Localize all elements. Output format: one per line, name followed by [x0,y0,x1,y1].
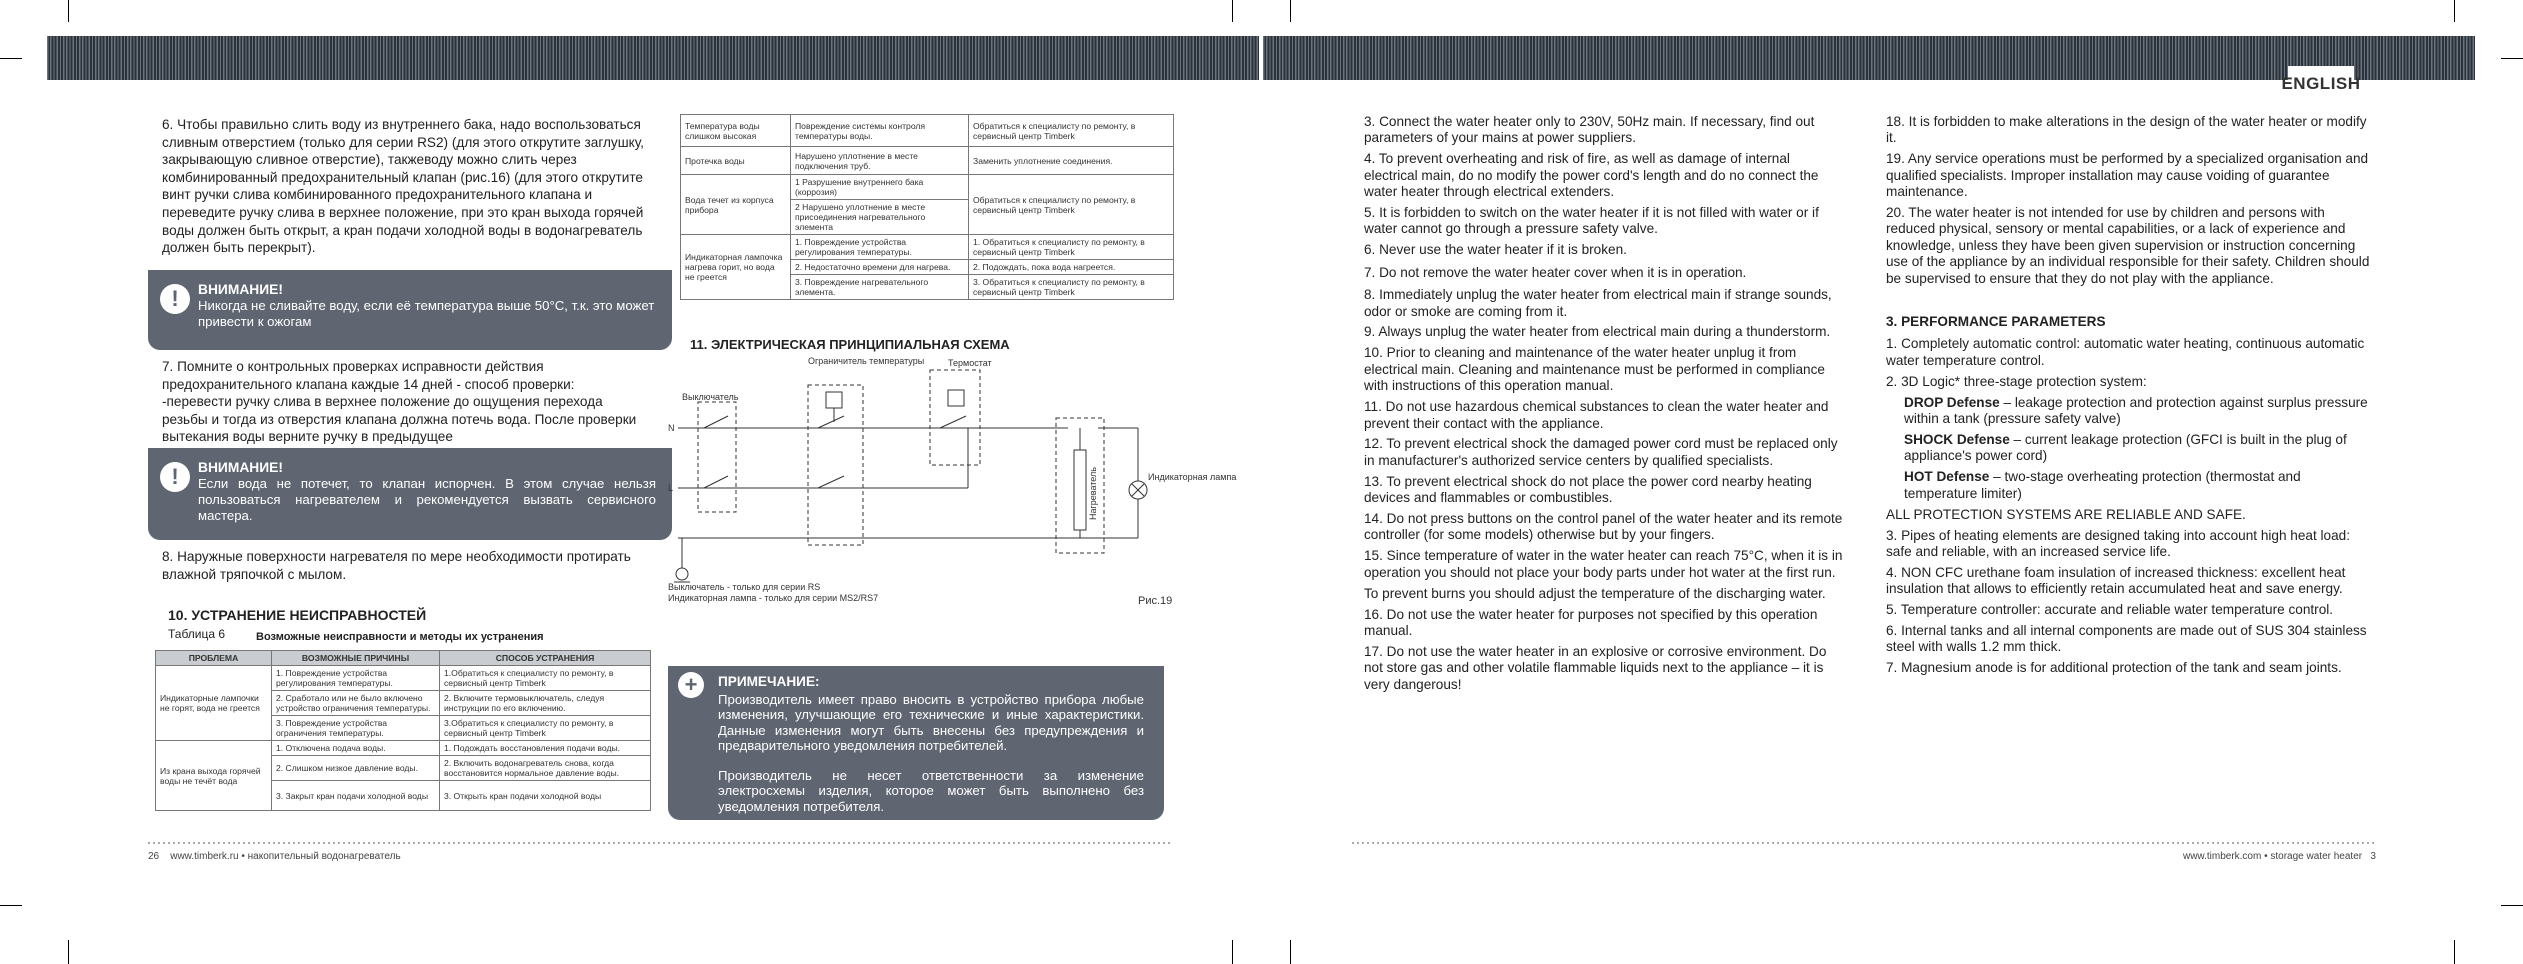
table-row [681,147,1174,175]
limiter-label: Ограничитель температуры [808,356,925,366]
safety-list [1364,114,1844,698]
thermostat-box [930,370,980,465]
table-label: Таблица 6 [168,627,226,641]
warning-title: ВНИМАНИЕ! [198,282,283,297]
section-10-heading: 10. УСТРАНЕНИЕ НЕИСПРАВНОСТЕЙ [168,607,427,623]
table-cell: 3. Обратиться к специалисту по ремонту, в сервисный центр Timberk [969,275,1174,300]
table-cell: 2. Включите термовыключатель, следуя инструкции по его включению. [440,691,651,716]
table-row [681,175,1174,200]
table-cell: 1. Подождать восстановления подачи воды. [440,741,651,756]
lamp-label: Индикаторная лампа [1148,472,1237,482]
heater-element [1074,450,1086,530]
table-cell: Вода течет из корпуса прибора [681,175,791,235]
troubleshooting-table [155,650,651,811]
crop-mark [2454,940,2455,964]
language-label: ENGLISH [2288,66,2354,96]
table-cell: Протечка воды [681,147,791,175]
footer-left: 26 www.timberk.ru • накопительный водонагреватель [148,851,401,862]
list-item [1886,469,2370,502]
troubleshooting-table-continued [680,114,1174,300]
table-cell: Индикаторная лампочка нагрева горит, но вода не греется [681,235,791,300]
footer-right: www.timberk.com • storage water heater 3 [2182,851,2376,862]
table-header: ПРОБЛЕМА [156,651,272,666]
header-stripe-left [47,36,1259,80]
crop-mark [2501,58,2523,59]
table-cell: Заменить уплотнение соединения. [969,147,1174,175]
list-item: 2. 3D Logic* three-stage protection system: [1886,373,2147,389]
list-item: 14. Do not press buttons on the control panel of the water heater and its remote controller (for some models) otherwise but by your fingers. [1364,511,1843,543]
table-cell: 3.Обратиться к специалисту по ремонту, в сервисный центр Timberk [440,716,651,741]
table-cell: 3. Закрыт кран подачи холодной воды [272,781,440,811]
table-cell: 2. Сработало или не было включено устройство ограничения температуры. [272,691,440,716]
table-cell: 1 Разрушение внутреннего бака (коррозия) [791,175,969,200]
note-text-1: Производитель имеет право вносить в устройство прибора любые изменения, улучшающие его технические и иные характеристики. Данные изменения могут быть внесены без предупреждения и предварительного уведомления потребителей. [718,692,1144,754]
list-item: 10. Prior to cleaning and maintenance of the water heater unplug it from electrical main. Cleaning and maintenance must be performed in compliance with instructions of this operation manual. [1364,345,1825,394]
exclamation-icon: ! [160,284,190,314]
switch-label: Выключатель [682,392,739,402]
table-cell: 3. Повреждение устройства ограничения температуры. [272,716,440,741]
table-row [681,115,1174,147]
table-cell: 2 Нарушено уплотнение в месте присоединения нагревательного элемента [791,200,969,235]
crop-mark [68,0,69,22]
table-header: ВОЗМОЖНЫЕ ПРИЧИНЫ [272,651,440,666]
table-cell: Повреждение системы контроля температуры воды. [791,115,969,147]
list-item: 12. To prevent electrical shock the damaged power cord must be replaced only in manufacturer's authorized service centers by qualified specialists. [1364,436,1838,468]
note-text-2: Производитель не несет ответственности за изменение электросхемы изделия, которое может быть выполнено без уведомления потребителя. [718,768,1144,814]
ground-icon [676,568,688,580]
table-cell: 1. Повреждение устройства регулирования температуры. [272,666,440,691]
list-item [1886,432,2370,465]
plus-icon: + [678,672,704,698]
thermostat-label: Термостат [948,358,992,368]
list-item: 4. To prevent overheating and risk of fire, as well as damage of internal electrical main, do no modify the power cord's length and do no connect the water heater through electrical extenders. [1364,151,1819,200]
table-cell: 1. Отключена подача воды. [272,741,440,756]
warning-text: Никогда не сливайте воду, если её температура выше 50°C, т.к. это может привести к ожогам [198,298,655,329]
exclamation-icon: ! [160,462,190,492]
thermostat-contact [940,416,966,428]
left-paragraph-7: 7. Помните о контрольных проверках исправности действия предохранительного клапана каждые 14 дней - способ проверки: -перевести ручку слива в верхнее положение до ощущения перехода резьбы и тогда из отверстия клапана должна потечь вода. После проверки вытекания воды верните ручку в предыдущее [162,359,637,445]
switch-box [698,402,736,512]
list-item: 11. Do not use hazardous chemical substances to clean the water heater and prevent their contact with the appliance. [1364,399,1829,431]
list-item: 3. Pipes of heating elements are designed taking into account high heat load: safe and reliable, with an increased service life. [1886,527,2351,559]
limiter-box [808,385,863,545]
list-item: 6. Internal tanks and all internal components are made out of SUS 304 stainless steel with walls 1.2 mm thick. [1886,623,2367,655]
section-11-heading: 11. ЭЛЕКТРИЧЕСКАЯ ПРИНЦИПИАЛЬНАЯ СХЕМА [690,337,1010,352]
footer-divider-left [148,842,1172,844]
table-row [681,235,1174,260]
hot-defense-text: – two-stage overheating protection (thermostat and temperature limiter) [1904,469,2301,501]
list-item: 17. Do not use the water heater in an explosive or corrosive environment. Do not store gas and other volatile flammable liquids next to the appliance – it is very dangerous! [1364,643,1827,692]
table-cell: 1. Обратиться к специалисту по ремонту, в сервисный центр Timberk [969,235,1174,260]
list-item: 8. Immediately unplug the water heater from electrical main if strange sounds, odor or smoke are coming from it. [1364,287,1832,319]
crop-mark [1232,0,1233,22]
list-item: 3. Connect the water heater only to 230V, 50Hz main. If necessary, find out parameters of your mains at power suppliers. [1364,114,1815,146]
note-title: ПРИМЕЧАНИЕ: [718,674,820,689]
table-cell: 2. Слишком низкое давление воды. [272,756,440,781]
crop-mark [2454,0,2455,22]
list-item [1886,395,2370,428]
switch-contact [704,476,728,488]
shock-defense-label: SHOCK Defense [1904,432,2010,447]
table-cell: Температура воды слишком высокая [681,115,791,147]
list-item: 7. Magnesium anode is for additional protection of the tank and seam joints. [1886,660,2342,676]
footer-divider-right [1352,842,2376,844]
table-cell: 1. Повреждение устройства регулирования температуры. [791,235,969,260]
crop-mark [0,905,22,906]
warning-title: ВНИМАНИЕ! [198,460,283,475]
table-cell: Обратиться к специалисту по ремонту, в сервисный центр Timberk [969,115,1174,147]
list-item: 5. Temperature controller: accurate and reliable water temperature control. [1886,602,2334,618]
drop-defense-text: – leakage protection and protection against surplus pressure within a tank (pressure safety valve) [1904,394,2368,427]
table-cell: Из крана выхода горячей воды не течёт вода [156,741,272,811]
note-box [668,666,1164,820]
figure-label: Рис.19 [1138,595,1173,607]
table-title: Возможные неисправности и методы их устранения [256,631,544,643]
performance-heading: 3. PERFORMANCE PARAMETERS [1886,314,2106,330]
wiring-diagram [668,350,1237,610]
table-cell: 2. Подождать, пока вода нагреется. [969,260,1174,275]
list-item: 15. Since temperature of water in the water heater can reach 75°C, when it is in operation you should not place your body parts under hot water at the first run. [1364,548,1843,580]
limiter-contact [818,416,844,428]
table-cell: 2. Включить водонагреватель снова, когда восстановится нормальное давление воды. [440,756,651,781]
note-lamp: Индикаторная лампа - только для серии MS2/RS7 [668,593,879,603]
left-paragraph-8: 8. Наружные поверхности нагревателя по мере необходимости протирать влажной тряпочкой с мылом. [162,549,631,582]
list-item: 1. Completely automatic control: automatic water heating, continuous automatic water temperature control. [1886,336,2365,368]
table-cell: 2. Недостаточно времени для нагрева. [791,260,969,275]
list-item: ALL PROTECTION SYSTEMS ARE RELIABLE AND SAFE. [1886,506,2246,522]
table-cell: 3. Повреждение нагревательного элемента. [791,275,969,300]
limiter-contact [818,476,844,488]
drop-defense-label: DROP Defense [1904,394,2000,410]
table-header: СПОСОБ УСТРАНЕНИЯ [440,651,651,666]
shock-defense-text: – current leakage protection (GFCI is built in the plug of appliance's power cord) [1904,432,2347,464]
table-cell: Обратиться к специалисту по ремонту, в сервисный центр Timberk [969,175,1174,235]
left-paragraph-6: 6. Чтобы правильно слить воду из внутреннего бака, надо воспользоваться сливным отверстием (только для серии RS2) (для этого открутите заглушку, закрывающую сливное отверстие), такжеводу можно слить через комбинированный предохранительный клапан (рис.16) (для этого открутите винт ручки слива комбинированного предохранительного клапана и переведите ручку слива в верхнее положение, при это кран выхода горячей воды должен быть открыт, а кран подачи холодной воды в водонагреватель должен быть перекрыт). [162,117,644,256]
list-item: 6. Never use the water heater if it is broken. [1364,242,1627,258]
list-item: 4. NON CFC urethane foam insulation of increased thickness: excellent heat insulation that allows to efficiently retain accumulated heat and save energy. [1886,564,2346,597]
list-item: 16. Do not use the water heater for purposes not specified by this operation manual. [1364,606,1818,638]
line-n-label: N [668,423,675,433]
heater-label: Нагреватель [1088,467,1098,520]
table-cell: Нарушено уплотнение в месте подключения труб. [791,147,969,175]
warning-box-1 [148,270,672,350]
limiter-element [826,392,842,408]
list-item: 9. Always unplug the water heater from electrical main during a thunderstorm. [1364,324,1831,340]
list-item: 7. Do not remove the water heater cover when it is in operation. [1364,264,1747,280]
table-row [156,741,651,756]
table-cell: 1.Обратиться к специалисту по ремонту, в сервисный центр Timberk [440,666,651,691]
warning-text: Если вода не потечет, то клапан испорчен. В этом случае нельзя пользоваться нагревателем и рекомендуется вызвать сервисного мастера. [198,476,656,523]
switch-contact [704,416,728,428]
list-item: 18. It is forbidden to make alterations in the design of the water heater or modify it. [1886,114,2367,146]
crop-mark [1290,940,1291,964]
list-item: 20. The water heater is not intended for use by children and persons with reduced physical, sensory or mental capabilities, or a lack of experience and knowledge, unless they have been given supervision or instruction concerning use of the appliance by an individual responsible for their safety. Children should be supervised to ensure that they do not play with the appliance. [1886,205,2370,286]
table-row [156,666,651,691]
hot-defense-label: HOT Defense [1904,469,1990,485]
crop-mark [68,940,69,964]
info-column [1886,114,2370,681]
list-item: 19. Any service operations must be performed by a specialized organisation and qualified specialists. Improper installation may cause voiding of guarantee maintenance. [1886,151,2369,200]
note-switch: Выключатель - только для серии RS [668,582,821,592]
warning-box-2 [148,448,672,540]
crop-mark [2501,905,2523,906]
crop-mark [1232,940,1233,964]
crop-mark [0,58,22,59]
list-item: To prevent burns you should adjust the temperature of the discharging water. [1364,585,1826,601]
table-cell: 3. Открыть кран подачи холодной воды [440,781,651,811]
crop-mark [1290,0,1291,22]
line-l-label: L [668,483,674,493]
thermostat-element [948,390,964,406]
list-item: 13. To prevent electrical shock do not place the power cord nearby heating devices and flammables or combustibles. [1364,473,1812,506]
table-cell: Индикаторные лампочки не горят, вода не греется [156,666,272,741]
list-item: 5. It is forbidden to switch on the water heater if it is not filled with water or if water cannot go through a pressure safety valve. [1364,205,1819,237]
